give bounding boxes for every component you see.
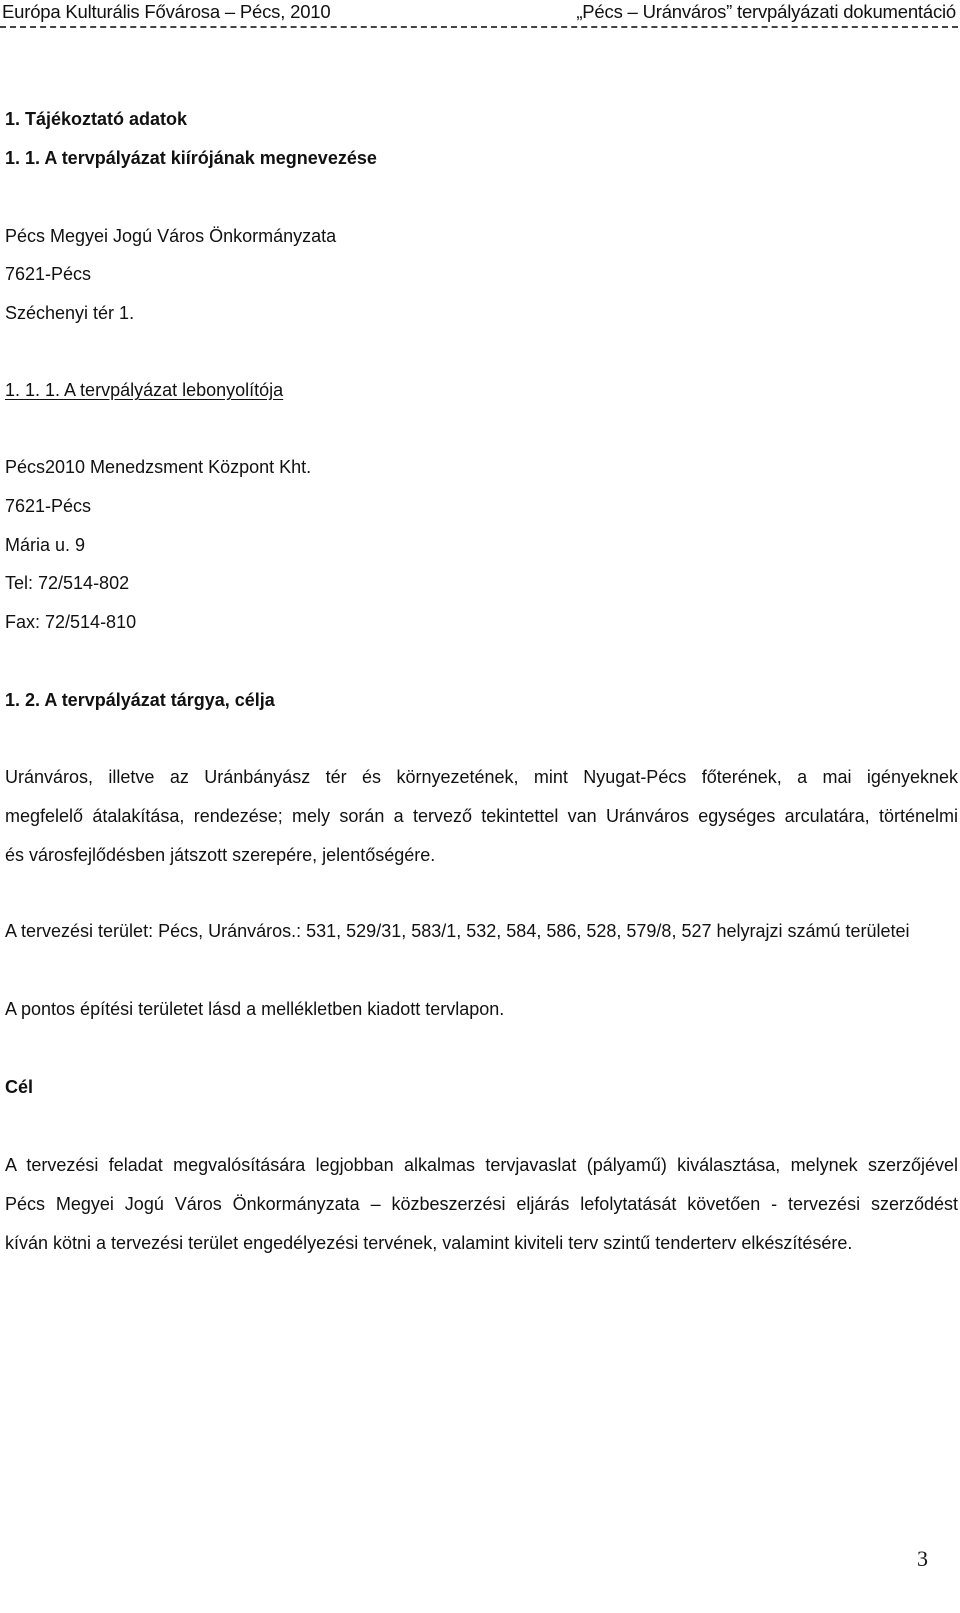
- organizer-heading: 1. 1. 1. A tervpályázat lebonyolítója: [5, 380, 284, 400]
- organizer-name: Pécs2010 Menedzsment Központ Kht.: [5, 457, 312, 477]
- exact-area-text: A pontos építési területet lásd a mellékletben kiadott tervlapon.: [5, 999, 505, 1019]
- subsection-heading: 1. 1. A tervpályázat kiírójának megnevezése: [5, 148, 377, 168]
- goal-paragraph: [5, 1151, 958, 1268]
- section-heading: 1. Tájékoztató adatok: [5, 109, 188, 129]
- organizer-city: 7621-Pécs: [5, 496, 92, 516]
- subject-paragraph: [5, 763, 958, 880]
- goal-heading: Cél: [5, 1077, 34, 1097]
- organizer-fax: Fax: 72/514-810: [5, 612, 137, 632]
- header-right-title: „Pécs – Uránváros” tervpályázati dokumentáció: [576, 1, 956, 22]
- goal-paragraph-line: A tervezési feladat megvalósítására legjobban alkalmas tervjavaslat (pályamű) kiválasztása, melynek szerzőjével: [5, 1155, 958, 1175]
- issuer-name: Pécs Megyei Jogú Város Önkormányzata: [5, 226, 337, 246]
- issuer-city: 7621-Pécs: [5, 264, 92, 284]
- subject-paragraph-line: és városfejlődésben játszott szerepére, jelentőségére.: [5, 845, 436, 865]
- organizer-street: Mária u. 9: [5, 535, 86, 555]
- header-divider: [0, 26, 958, 28]
- subject-paragraph-line: megfelelő átalakítása, rendezése; mely során a tervező tekintettel van Uránváros egységes arculatára, történelmi: [5, 806, 958, 826]
- goal-paragraph-line: kíván kötni a tervezési terület engedélyezési tervének, valamint kiviteli terv szintű tenderterv elkészítésére.: [5, 1233, 853, 1253]
- header-left-title: Európa Kulturális Fővárosa – Pécs, 2010: [2, 1, 331, 22]
- issuer-street: Széchenyi tér 1.: [5, 303, 135, 323]
- design-area-text: A tervezési terület: Pécs, Uránváros.: 531, 529/31, 583/1, 532, 584, 586, 528, 579/8, 527 helyrajzi számú területei: [5, 921, 910, 941]
- page-number: 3: [917, 1546, 928, 1571]
- organizer-phone: Tel: 72/514-802: [5, 573, 130, 593]
- subject-heading: 1. 2. A tervpályázat tárgya, célja: [5, 690, 275, 710]
- goal-paragraph-line: Pécs Megyei Jogú Város Önkormányzata – közbeszerzési eljárás lefolytatását követően - tervezési szerződést: [5, 1194, 958, 1214]
- subject-paragraph-line: Uránváros, illetve az Uránbányász tér és környezetének, mint Nyugat-Pécs főterének, a mai igényeknek: [5, 767, 958, 787]
